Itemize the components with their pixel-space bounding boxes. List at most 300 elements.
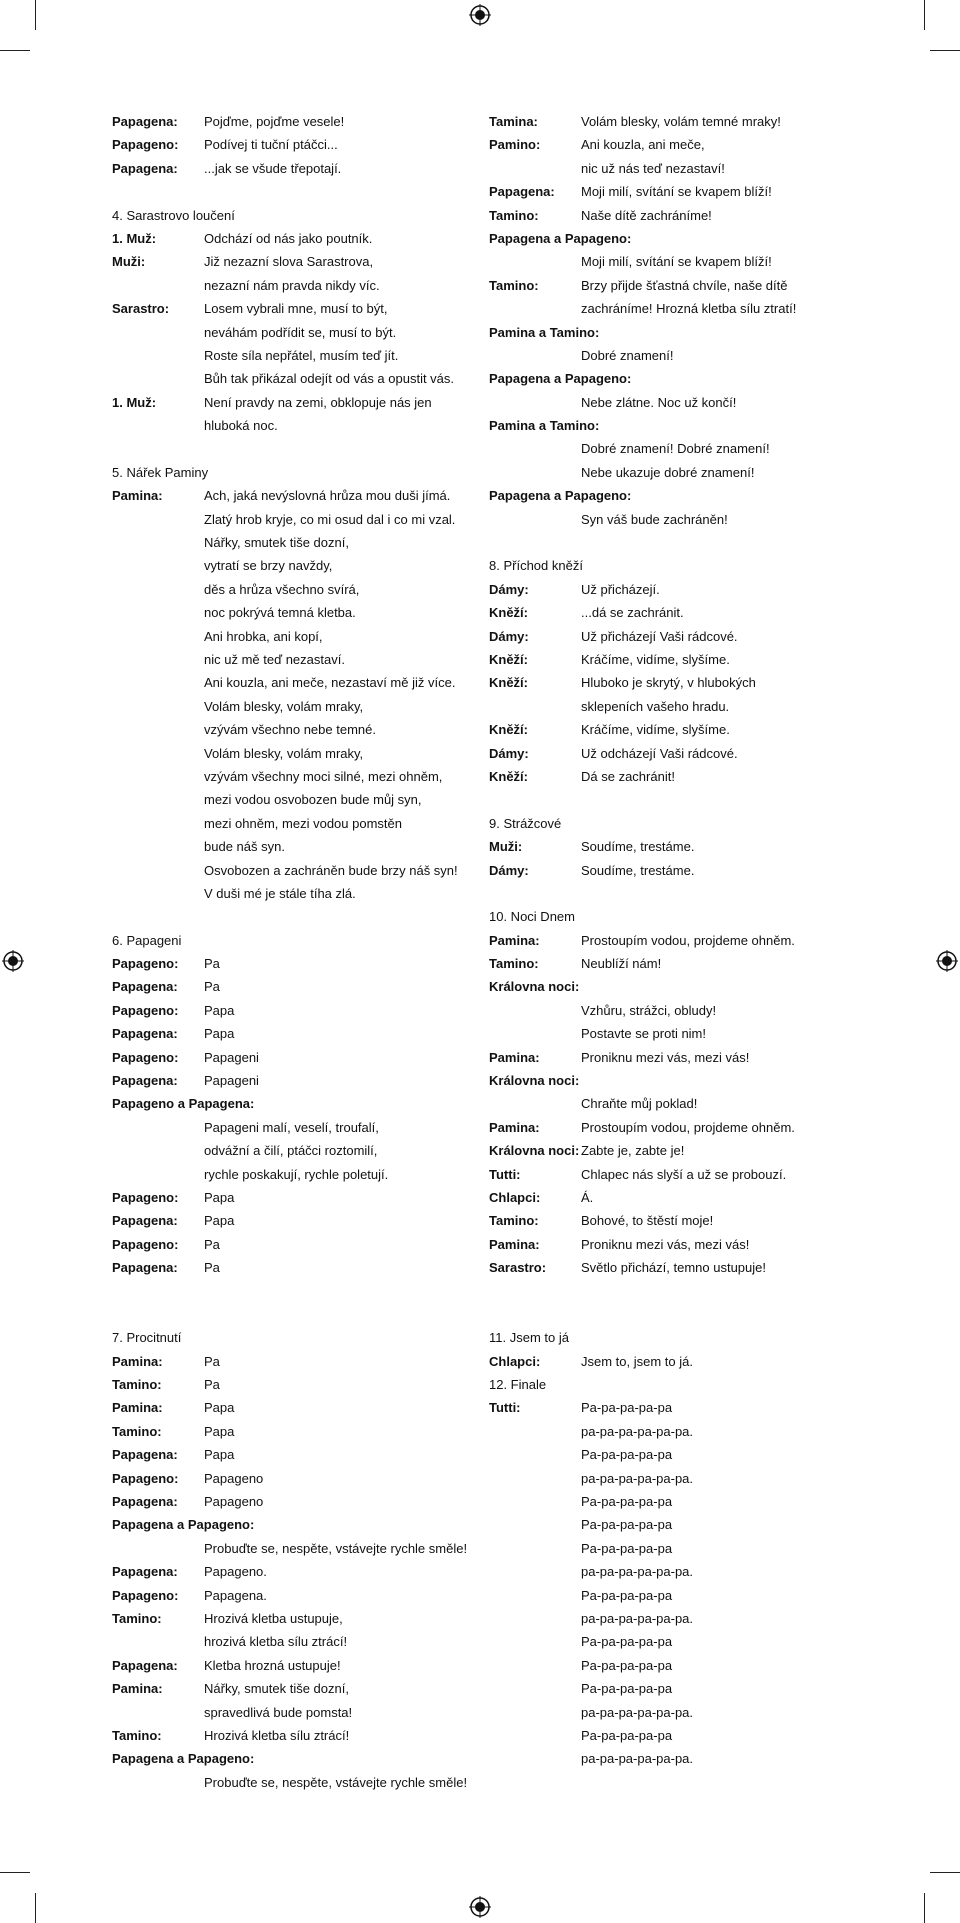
dialogue-line <box>489 1022 849 1045</box>
speaker-name <box>112 1537 204 1560</box>
dialogue-line <box>112 1654 472 1677</box>
speaker-name: Papagena: <box>112 1564 178 1580</box>
lyric-text: Osvobozen a zachráněn bude brzy náš syn! <box>204 862 458 878</box>
speaker-name <box>112 508 204 531</box>
speaker-name: Papageno: <box>112 137 179 153</box>
speaker-name <box>489 508 581 531</box>
lyric-text: bude náš syn. <box>204 839 285 855</box>
lyric-text: pa-pa-pa-pa-pa-pa. <box>581 1564 694 1580</box>
speaker-name: Papagena: <box>112 1657 178 1673</box>
lyric-text: Nebe zlátne. Noc už končí! <box>581 394 737 410</box>
dialogue-line <box>112 1584 472 1607</box>
lyric-text: Papa <box>204 1026 235 1042</box>
dialogue-line <box>112 531 472 554</box>
speaker-name <box>112 1701 204 1724</box>
lyric-text: Pa-pa-pa-pa-pa <box>581 1517 673 1533</box>
lyric-text: Roste síla nepřátel, musím teď jít. <box>204 347 399 363</box>
speaker-name: Dámy: <box>489 581 529 597</box>
lyric-text: Pa-pa-pa-pa-pa <box>581 1447 673 1463</box>
speaker-label: Papageno a Papagena: <box>112 1096 255 1112</box>
speaker-name: Papagena: <box>112 160 178 176</box>
lyric-text: Pa-pa-pa-pa-pa <box>581 1587 673 1603</box>
dialogue-line <box>489 344 849 367</box>
dialogue-line <box>489 578 849 601</box>
speaker-name: Kněží: <box>489 768 528 784</box>
lyric-text: Pa <box>204 956 220 972</box>
speaker-name: Kněží: <box>489 651 528 667</box>
dialogue-line <box>112 1677 472 1700</box>
speaker-name <box>489 1467 581 1490</box>
speaker-name <box>112 695 204 718</box>
dialogue-line <box>489 1654 849 1677</box>
lyric-text: Papageno <box>204 1494 264 1510</box>
lyric-text: Pojďme, pojďme vesele! <box>204 114 345 129</box>
lyric-text: ...dá se zachránit. <box>581 605 684 621</box>
speaker-name <box>112 344 204 367</box>
lyric-text: Dobré znamení! Dobré znamení! <box>581 441 770 457</box>
speaker-name <box>489 695 581 718</box>
dialogue-line <box>489 1233 849 1256</box>
lyric-text: Papa <box>204 1423 235 1439</box>
dialogue-line <box>112 718 472 741</box>
speaker-name: Papagena: <box>112 1494 178 1510</box>
dialogue-line <box>489 742 849 765</box>
section-heading: 10. Noci Dnem <box>489 909 575 925</box>
speaker-name <box>112 1630 204 1653</box>
dialogue-line <box>489 999 849 1022</box>
lyric-text: Pa-pa-pa-pa-pa <box>581 1657 673 1673</box>
dialogue-line <box>489 625 849 648</box>
lyric-text: Pa-pa-pa-pa-pa <box>581 1540 673 1556</box>
section-heading: 5. Nářek Paminy <box>112 464 209 480</box>
dialogue-line <box>489 929 849 952</box>
dialogue-line <box>489 1209 849 1232</box>
spacer <box>112 905 472 928</box>
speaker-name <box>112 1139 204 1162</box>
dialogue-line <box>112 999 472 1022</box>
dialogue-line <box>489 274 849 297</box>
lyric-text: sklepeních vašeho hradu. <box>581 698 730 714</box>
lyric-text: Podívej ti tuční ptáčci... <box>204 137 338 153</box>
lyric-text: Nářky, smutek tiše dozní, <box>204 1681 349 1697</box>
speaker-name: Tamino: <box>489 956 539 972</box>
lyric-text: spravedlivá bude pomsta! <box>204 1704 353 1720</box>
speaker-name <box>489 1747 581 1770</box>
dialogue-line <box>112 554 472 577</box>
lyric-text: Už přicházejí. <box>581 581 660 597</box>
lyric-text: Pa-pa-pa-pa-pa <box>581 1727 673 1743</box>
dialogue-line <box>489 859 849 882</box>
lyric-text: Světlo přichází, temno ustupuje! <box>581 1260 766 1276</box>
dialogue-line <box>489 1560 849 1583</box>
dialogue-line <box>112 695 472 718</box>
lyric-text: Hluboko je skrytý, v hlubokých <box>581 675 756 691</box>
lyric-text: Pa <box>204 1353 220 1369</box>
crop-mark <box>930 50 960 51</box>
speaker-name: Dámy: <box>489 628 529 644</box>
lyric-text: Prostoupím vodou, projdeme ohněm. <box>581 1119 795 1135</box>
speaker-name <box>489 344 581 367</box>
dialogue-line <box>112 882 472 905</box>
speaker-name <box>489 1092 581 1115</box>
lyric-text: Pa-pa-pa-pa-pa <box>581 1681 673 1697</box>
dialogue-line <box>112 1396 472 1419</box>
dialogue-line <box>489 1584 849 1607</box>
section-heading: 8. Příchod kněží <box>489 558 583 574</box>
speaker-name <box>489 461 581 484</box>
dialogue-line <box>112 1630 472 1653</box>
speaker-name: 1. Muž: <box>112 230 157 246</box>
speaker-name: Pamina: <box>112 1353 163 1369</box>
lyric-text: mezi ohněm, mezi vodou pomstěn <box>204 815 402 831</box>
dialogue-line <box>489 1443 849 1466</box>
dialogue-line <box>112 1209 472 1232</box>
lyric-text: Dobré znamení! <box>581 347 674 363</box>
dialogue-line <box>489 461 849 484</box>
speaker-name: Papagena: <box>112 1213 178 1229</box>
speaker-name <box>489 1420 581 1443</box>
dialogue-line <box>489 1116 849 1139</box>
registration-mark-icon <box>469 4 491 26</box>
dialogue-line <box>112 1373 472 1396</box>
dialogue-line <box>489 1537 849 1560</box>
spacer <box>489 788 849 811</box>
dialogue-line <box>112 975 472 998</box>
dialogue-line <box>489 648 849 671</box>
dialogue-line <box>112 1443 472 1466</box>
dialogue-line <box>489 1467 849 1490</box>
speaker-name <box>112 742 204 765</box>
lyric-text: Soudíme, trestáme. <box>581 862 695 878</box>
dialogue-line <box>489 1420 849 1443</box>
lyric-text: Pa <box>204 1260 220 1276</box>
lyric-text: Nebe ukazuje dobré znamení! <box>581 464 755 480</box>
lyric-text: Už odcházejí Vaši rádcové. <box>581 745 738 761</box>
speaker-name: Tamino: <box>489 207 539 223</box>
speaker-name <box>489 157 581 180</box>
speaker-name <box>489 1490 581 1513</box>
lyric-text: Papa <box>204 1447 235 1463</box>
lyric-text: noc pokrývá temná kletba. <box>204 605 356 621</box>
speaker-name <box>112 531 204 554</box>
dialogue-line <box>489 1513 849 1536</box>
speaker-name <box>112 859 204 882</box>
speaker-name: Tamino: <box>489 277 539 293</box>
lyric-text: Pa <box>204 979 220 995</box>
dialogue-line <box>489 1701 849 1724</box>
dialogue-line <box>112 1537 472 1560</box>
dialogue-line <box>489 1186 849 1209</box>
dialogue-line <box>489 508 849 531</box>
dialogue-line <box>489 1256 849 1279</box>
dialogue-line <box>112 578 472 601</box>
dialogue-line <box>489 1396 849 1419</box>
lyric-text: Á. <box>581 1189 594 1205</box>
dialogue-line <box>112 321 472 344</box>
speaker-name: Sarastro: <box>112 301 170 317</box>
registration-mark-icon <box>936 950 958 972</box>
lyric-text: děs a hrůza všechno svírá, <box>204 581 360 597</box>
speaker-name <box>489 1537 581 1560</box>
speaker-name <box>112 1116 204 1139</box>
lyric-text: pa-pa-pa-pa-pa-pa. <box>581 1470 694 1486</box>
lyric-text: vytratí se brzy navždy, <box>204 558 333 574</box>
speaker-name: Pamina: <box>112 488 163 504</box>
dialogue-line <box>112 1490 472 1513</box>
section-heading: 6. Papageni <box>112 932 182 948</box>
lyric-text: Papageno. <box>204 1564 267 1580</box>
crop-mark <box>924 0 925 30</box>
dialogue-line <box>489 437 849 460</box>
section-heading: 9. Strážcové <box>489 815 562 831</box>
dialogue-line <box>112 1350 472 1373</box>
dialogue-line <box>489 1350 849 1373</box>
speaker-name <box>489 999 581 1022</box>
dialogue-line <box>112 625 472 648</box>
speaker-name: Kněží: <box>489 605 528 621</box>
lyric-text: nezazní nám pravda nikdy víc. <box>204 277 380 293</box>
lyric-text: Zabte je, zabte je! <box>581 1143 685 1159</box>
dialogue-line <box>112 1163 472 1186</box>
speaker-name <box>489 437 581 460</box>
speaker-name: Pamina: <box>489 1049 540 1065</box>
speaker-name: Královna noci: <box>489 1143 580 1159</box>
speaker-label: Papagena a Papageno: <box>489 488 632 504</box>
lyric-text: vzývám všechno nebe temné. <box>204 722 376 738</box>
lyric-text: Už přicházejí Vaši rádcové. <box>581 628 738 644</box>
dialogue-line <box>112 859 472 882</box>
lyric-text: Není pravdy na zemi, obklopuje nás jen <box>204 394 432 410</box>
spacer <box>489 1280 849 1303</box>
speaker-name: Kněží: <box>489 675 528 691</box>
lyric-text: hluboká noc. <box>204 418 278 434</box>
speaker-name <box>489 1654 581 1677</box>
lyric-text: Papageni malí, veselí, troufalí, <box>204 1119 379 1135</box>
lyric-text: Papageni <box>204 1073 259 1089</box>
speaker-name <box>112 648 204 671</box>
lyric-text: Dá se zachránit! <box>581 768 675 784</box>
dialogue-line <box>112 1256 472 1279</box>
speaker-name <box>112 321 204 344</box>
crop-mark <box>0 1872 30 1873</box>
speaker-name <box>489 1560 581 1583</box>
dialogue-line <box>112 601 472 624</box>
speaker-label: Pamina a Tamino: <box>489 324 600 340</box>
dialogue-line <box>489 1677 849 1700</box>
lyric-text: Ani hrobka, ani kopí, <box>204 628 323 644</box>
dialogue-line <box>489 204 849 227</box>
speaker-label: Pamina a Tamino: <box>489 418 600 434</box>
speaker-name: Pamina: <box>489 1236 540 1252</box>
speaker-name: Pamina: <box>112 1681 163 1697</box>
lyric-text: Papa <box>204 1213 235 1229</box>
speaker-name: Papagena: <box>489 184 555 200</box>
speaker-name: Tamino: <box>112 1423 162 1439</box>
dialogue-line <box>112 157 472 180</box>
dialogue-line <box>112 367 472 390</box>
speaker-name: Tutti: <box>489 1400 521 1416</box>
speaker-name <box>112 554 204 577</box>
dialogue-line <box>112 227 472 250</box>
lyric-text: Brzy přijde šťastná chvíle, naše dítě <box>581 277 788 293</box>
lyric-text: pa-pa-pa-pa-pa-pa. <box>581 1423 694 1439</box>
lyric-text: Volám blesky, volám mraky, <box>204 698 364 714</box>
speaker-name <box>489 250 581 273</box>
spacer <box>112 180 472 203</box>
dialogue-line <box>489 1747 849 1770</box>
speaker-name <box>112 765 204 788</box>
lyric-text: Prostoupím vodou, projdeme ohněm. <box>581 932 795 948</box>
speaker-name: Papageno: <box>112 1236 179 1252</box>
speaker-name <box>112 882 204 905</box>
dialogue-line <box>489 1163 849 1186</box>
spacer <box>489 882 849 905</box>
lyric-text: Ach, jaká nevýslovná hrůza mou duši jímá. <box>204 488 451 504</box>
speaker-name <box>112 1771 204 1794</box>
dialogue-line <box>112 1560 472 1583</box>
speaker-name <box>112 671 204 694</box>
speaker-name: Muži: <box>112 254 146 270</box>
spacer <box>112 1303 472 1326</box>
lyric-text: Odchází od nás jako poutník. <box>204 230 373 246</box>
lyric-text: neváhám podřídit se, musí to být. <box>204 324 397 340</box>
lyric-text: Kráčíme, vidíme, slyšíme. <box>581 651 730 667</box>
dialogue-line <box>112 1771 472 1794</box>
speaker-name: Tamino: <box>112 1377 162 1393</box>
lyric-text: Papa <box>204 1002 235 1018</box>
lyric-text: Proniknu mezi vás, mezi vás! <box>581 1049 750 1065</box>
section-heading: 7. Procitnutí <box>112 1330 182 1346</box>
spacer <box>112 1280 472 1303</box>
lyric-text: Proniknu mezi vás, mezi vás! <box>581 1236 750 1252</box>
dialogue-line <box>112 1186 472 1209</box>
lyric-text: Syn váš bude zachráněn! <box>581 511 728 527</box>
lyric-text: Nářky, smutek tiše dozní, <box>204 535 349 551</box>
speaker-name <box>489 1677 581 1700</box>
dialogue-line <box>112 1607 472 1630</box>
lyric-text: Jsem to, jsem to já. <box>581 1353 693 1369</box>
crop-mark <box>0 50 30 51</box>
speaker-name <box>489 1513 581 1536</box>
section-heading: 11. Jsem to já <box>489 1330 569 1346</box>
lyric-text: pa-pa-pa-pa-pa-pa. <box>581 1751 694 1767</box>
lyric-text: Moji milí, svítání se kvapem blíží! <box>581 254 772 270</box>
lyric-text: Losem vybrali mne, musí to být, <box>204 301 388 317</box>
dialogue-line <box>112 671 472 694</box>
dialogue-line <box>112 344 472 367</box>
speaker-name: Tamino: <box>489 1213 539 1229</box>
crop-mark <box>35 1893 36 1923</box>
lyric-text: Pa-pa-pa-pa-pa <box>581 1400 673 1416</box>
dialogue-line <box>489 952 849 975</box>
speaker-name: Papagena: <box>112 979 178 995</box>
dialogue-line <box>112 1420 472 1443</box>
dialogue-line <box>112 788 472 811</box>
dialogue-line <box>489 695 849 718</box>
lyric-text: pa-pa-pa-pa-pa-pa. <box>581 1704 694 1720</box>
speaker-name: Pamina: <box>489 932 540 948</box>
speaker-name: Kněží: <box>489 722 528 738</box>
lyric-text: Naše dítě zachráníme! <box>581 207 712 223</box>
lyric-text: Pa-pa-pa-pa-pa <box>581 1494 673 1510</box>
speaker-name: Dámy: <box>489 745 529 761</box>
lyric-text: Vzhůru, strážci, obludy! <box>581 1002 717 1018</box>
speaker-name <box>112 835 204 858</box>
lyric-text: Pa <box>204 1377 220 1393</box>
registration-mark-icon <box>469 1896 491 1918</box>
speaker-name: Papagena: <box>112 1447 178 1463</box>
dialogue-line <box>112 812 472 835</box>
lyric-text: V duši mé je stále tíha zlá. <box>204 885 356 901</box>
dialogue-line <box>489 835 849 858</box>
dialogue-line <box>112 484 472 507</box>
dialogue-line <box>112 508 472 531</box>
speaker-name <box>112 625 204 648</box>
lyric-text: vzývám všechny moci silné, mezi ohněm, <box>204 768 443 784</box>
speaker-name: Papageno: <box>112 1002 179 1018</box>
speaker-name: Papageno: <box>112 1049 179 1065</box>
section-heading: 12. Finale <box>489 1377 547 1393</box>
lyric-text: Volám blesky, volám temné mraky! <box>581 114 781 129</box>
lyric-text: Bůh tak přikázal odejít od vás a opustit vás. <box>204 371 455 387</box>
speaker-name <box>112 578 204 601</box>
dialogue-line <box>112 1701 472 1724</box>
speaker-name <box>112 414 204 437</box>
speaker-name <box>489 1443 581 1466</box>
lyric-text: Volám blesky, volám mraky, <box>204 745 364 761</box>
lyric-text: nic už mě teď nezastaví. <box>204 651 345 667</box>
speaker-label: Papagena a Papageno: <box>112 1517 255 1533</box>
spacer <box>489 531 849 554</box>
lyric-text: pa-pa-pa-pa-pa-pa. <box>581 1611 694 1626</box>
dialogue-line <box>489 1630 849 1653</box>
dialogue-line <box>112 1467 472 1490</box>
dialogue-line <box>489 297 849 320</box>
lyric-text: Chraňte můj poklad! <box>581 1096 698 1112</box>
lyric-text: Papageno <box>204 1470 264 1486</box>
dialogue-line <box>112 1022 472 1045</box>
dialogue-line <box>489 1092 849 1115</box>
lyric-text: Pa <box>204 1236 220 1252</box>
speaker-name <box>112 601 204 624</box>
lyric-text: Postavte se proti nim! <box>581 1026 706 1042</box>
speaker-name: Papageno: <box>112 956 179 972</box>
crop-mark <box>35 0 36 30</box>
speaker-name: Papageno: <box>112 1587 179 1603</box>
speaker-name <box>112 1163 204 1186</box>
dialogue-line <box>112 110 472 133</box>
speaker-name: Sarastro: <box>489 1260 547 1276</box>
dialogue-line <box>489 671 849 694</box>
crop-mark <box>930 1872 960 1873</box>
lyric-text: Moji milí, svítání se kvapem blíží! <box>581 184 772 200</box>
lyric-text: Chlapec nás slyší a už se probouzí. <box>581 1166 787 1182</box>
speaker-label: Papagena a Papageno: <box>489 371 632 387</box>
speaker-name: Dámy: <box>489 862 529 878</box>
lyric-text: Papageni <box>204 1049 259 1065</box>
lyric-text: Hrozivá kletba sílu ztrácí! <box>204 1727 350 1743</box>
dialogue-line <box>112 250 472 273</box>
speaker-name <box>489 1022 581 1045</box>
dialogue-line <box>112 1116 472 1139</box>
dialogue-line <box>112 1139 472 1162</box>
section-heading: 4. Sarastrovo loučení <box>112 207 235 223</box>
dialogue-line <box>112 742 472 765</box>
dialogue-line <box>489 718 849 741</box>
lyric-text: Již nezazní slova Sarastrova, <box>204 254 374 270</box>
lyric-text: Kletba hrozná ustupuje! <box>204 1657 341 1673</box>
lyric-text: Probuďte se, nespěte, vstávejte rychle směle! <box>204 1540 468 1556</box>
